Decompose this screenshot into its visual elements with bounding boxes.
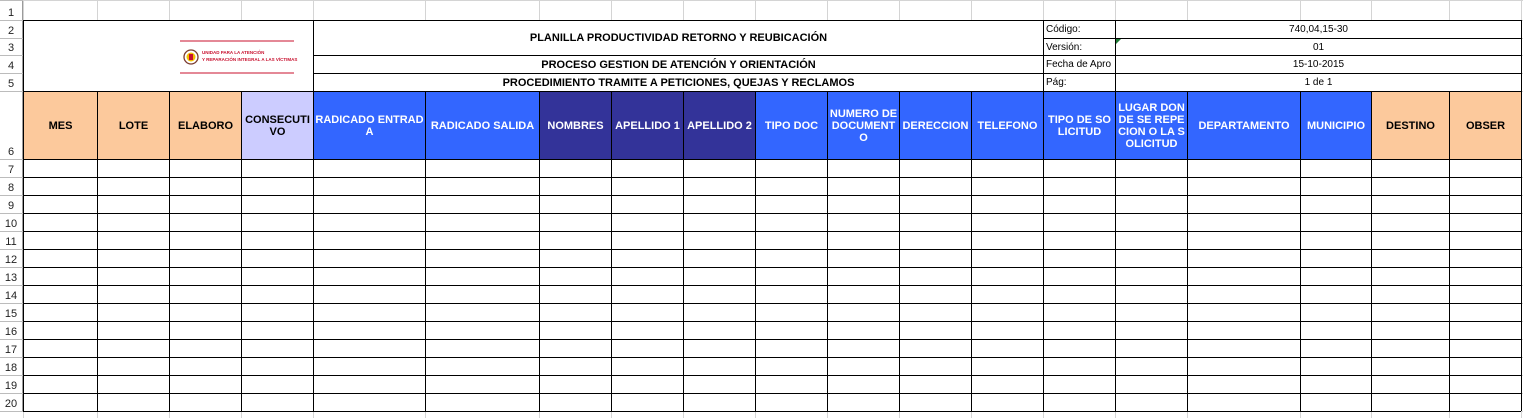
- row-number[interactable]: 20: [0, 393, 23, 411]
- table-row-border: [23, 249, 1521, 250]
- row-number[interactable]: 17: [0, 339, 23, 357]
- table-row-border: [23, 393, 1521, 394]
- title-border: [1521, 20, 1522, 91]
- row-header-divider: [0, 0, 23, 1]
- row-header-divider: [0, 267, 23, 268]
- table-row-border: [23, 213, 1521, 214]
- column-header[interactable]: DEPARTAMENTO: [1198, 119, 1290, 132]
- doc-info-value[interactable]: 01: [1312, 41, 1325, 53]
- row-header-divider: [0, 195, 23, 196]
- doc-info-label: Versión:: [1046, 41, 1083, 53]
- table-row-border: [23, 375, 1521, 376]
- column-header[interactable]: NOMBRES: [547, 119, 604, 132]
- row-number[interactable]: 18: [0, 357, 23, 375]
- row-number[interactable]: 19: [0, 375, 23, 393]
- logo-text-line-1: UNIDAD PARA LA ATENCIÓN: [202, 50, 265, 55]
- column-header[interactable]: RADICADO ENTRADA: [315, 113, 424, 138]
- column-header[interactable]: LUGAR DONDE SE REPECION O LA SOLICITUD: [1118, 101, 1185, 150]
- row-header-divider: [0, 285, 23, 286]
- column-header[interactable]: MES: [48, 119, 73, 132]
- column-header[interactable]: APELLIDO 2: [687, 119, 752, 132]
- row-header-divider: [0, 213, 23, 214]
- row-number[interactable]: 16: [0, 321, 23, 339]
- title-border: [23, 20, 24, 91]
- row-number[interactable]: 8: [0, 177, 23, 195]
- column-header[interactable]: RADICADO SALIDA: [430, 119, 535, 132]
- row-number[interactable]: 9: [0, 195, 23, 213]
- row-header-divider: [0, 249, 23, 250]
- column-header[interactable]: TIPO DOC: [764, 119, 819, 132]
- row-header-divider: [0, 55, 23, 56]
- row-number[interactable]: 3: [0, 38, 23, 55]
- row-number[interactable]: 12: [0, 249, 23, 267]
- doc-info-value[interactable]: 740,04,15-30: [1289, 24, 1348, 35]
- row-number[interactable]: 13: [0, 267, 23, 285]
- row-header-divider: [0, 339, 23, 340]
- cell-indicator-icon: [1116, 39, 1121, 44]
- row-number[interactable]: 1: [0, 0, 23, 20]
- row-header-divider: [0, 20, 23, 21]
- table-row-border: [23, 339, 1521, 340]
- column-header[interactable]: ELABORO: [178, 119, 233, 132]
- row-header-divider: [0, 393, 23, 394]
- table-column-border: [1521, 91, 1522, 411]
- column-header[interactable]: MUNICIPIO: [1306, 119, 1366, 132]
- column-header[interactable]: CONSECUTIVO: [245, 113, 310, 138]
- row-gridline: [23, 0, 1523, 1]
- table-row-border: [23, 285, 1521, 286]
- row-header-divider: [0, 91, 23, 92]
- row-number[interactable]: 10: [0, 213, 23, 231]
- table-row-border: [23, 357, 1521, 358]
- table-row-border: [23, 177, 1521, 178]
- row-header-divider: [0, 38, 23, 39]
- column-header[interactable]: TIPO DE SOLICITUD: [1048, 113, 1111, 138]
- table-row-border: [23, 231, 1521, 232]
- column-header[interactable]: LOTE: [118, 119, 149, 132]
- row-number[interactable]: 5: [0, 73, 23, 91]
- row-number[interactable]: 14: [0, 285, 23, 303]
- logo-text-line-2: Y REPARACIÓN INTEGRAL A LAS VÍCTIMAS: [202, 57, 298, 62]
- column-header[interactable]: OBSER: [1465, 119, 1506, 132]
- table-row-border: [23, 303, 1521, 304]
- table-row-border: [23, 321, 1521, 322]
- row-number[interactable]: 4: [0, 55, 23, 73]
- table-row-border: [23, 195, 1521, 196]
- table-row-border: [23, 411, 1521, 412]
- doc-info-label: Pág:: [1046, 77, 1067, 88]
- column-header[interactable]: NUMERO DE DOCUMENTO: [829, 107, 898, 144]
- doc-info-value[interactable]: 15-10-2015: [1292, 59, 1345, 70]
- title-line-2: PROCESO GESTION DE ATENCIÓN Y ORIENTACIÓN: [541, 58, 816, 71]
- doc-info-value[interactable]: 1 de 1: [1304, 77, 1333, 88]
- doc-info-label: Código:: [1046, 24, 1081, 35]
- row-number[interactable]: 2: [0, 20, 23, 38]
- table-row-border: [23, 267, 1521, 268]
- logo: [180, 40, 298, 74]
- row-header-divider: [0, 411, 23, 412]
- row-number[interactable]: 11: [0, 231, 23, 249]
- row-header-divider: [0, 321, 23, 322]
- column-header[interactable]: DESTINO: [1386, 119, 1435, 132]
- column-header[interactable]: TELEFONO: [977, 119, 1038, 132]
- row-header-divider: [0, 177, 23, 178]
- doc-info-label: Fecha de Apro: [1046, 59, 1112, 70]
- row-number[interactable]: 6: [0, 91, 23, 159]
- row-header-divider: [0, 303, 23, 304]
- column-header[interactable]: DERECCION: [902, 119, 969, 132]
- row-header-divider: [0, 375, 23, 376]
- row-header-divider: [0, 159, 23, 160]
- title-line-1: PLANILLA PRODUCTIVIDAD RETORNO Y REUBICACIÓN: [529, 32, 828, 44]
- row-header-divider: [0, 357, 23, 358]
- row-number[interactable]: 7: [0, 159, 23, 177]
- title-border: [1043, 20, 1044, 91]
- row-header-divider: [0, 231, 23, 232]
- table-row-border: [23, 159, 1521, 160]
- row-header-divider: [0, 73, 23, 74]
- column-header[interactable]: APELLIDO 1: [615, 119, 680, 132]
- row-number[interactable]: 15: [0, 303, 23, 321]
- title-line-3: PROCEDIMIENTO TRAMITE A PETICIONES, QUEJAS Y RECLAMOS: [502, 76, 855, 89]
